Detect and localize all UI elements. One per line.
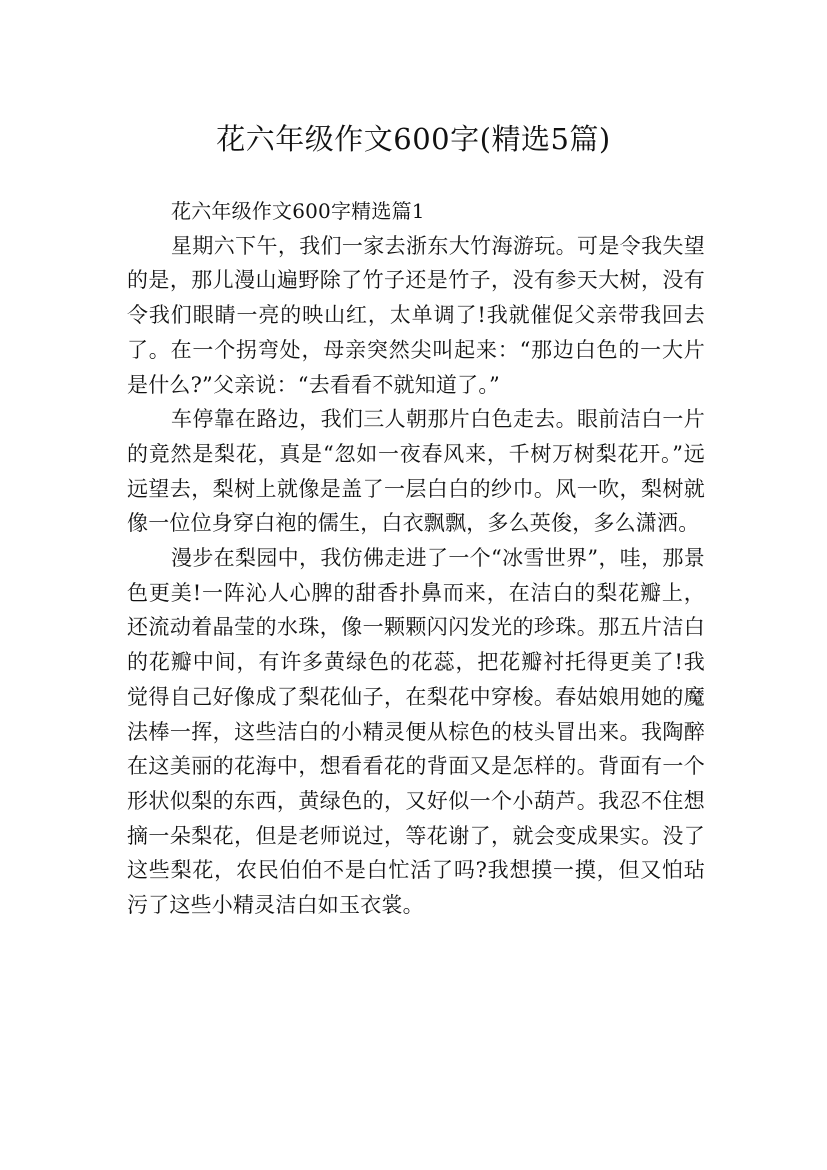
paragraph-3: 漫步在梨园中，我仿佛走进了一个“冰雪世界”，哇，那景色更美!一阵沁人心脾的甜香扑鼻而来，在洁白的梨花瓣上，还流动着晶莹的水珠，像一颗颗闪闪发光的珍珠。那五片洁白的花瓣中间，有许多黄绿色的花蕊，把花瓣衬托得更美了!我觉得自己好像成了梨花仙子，在梨花中穿梭。春姑娘用她的魔法棒一挥，这些洁白的小精灵便从棕色的枝头冒出来。我陶醉在这美丽的花海中，想看看花的背面又是怎样的。背面有一个形状似梨的东西，黄绿色的，又好似一个小葫芦。我忍不住想摘一朵梨花，但是老师说过，等花谢了，就会变成果实。没了这些梨花，农民伯伯不是白忙活了吗?我想摸一摸，但又怕玷污了这些小精灵洁白如玉衣裳。 (127, 546, 705, 918)
document-body (127, 194, 705, 923)
section-heading: 花六年级作文600字精选篇1 (171, 199, 425, 223)
paragraph-1: 星期六下午，我们一家去浙东大竹海游玩。可是令我失望的是，那儿漫山遍野除了竹子还是竹子，没有参天大树，没有令我们眼睛一亮的映山红，太单调了!我就催促父亲带我回去了。在一个拐弯处，母亲突然尖叫起来：“那边白色的一大片是什么?”父亲说：“去看看不就知道了。” (127, 233, 705, 397)
document-title: 花六年级作文600字(精选5篇) (216, 122, 611, 157)
paragraph-2: 车停靠在路边，我们三人朝那片白色走去。眼前洁白一片的竟然是梨花，真是“忽如一夜春风来，千树万树梨花开。”远远望去，梨树上就像是盖了一层白白的纱巾。风一吹，梨树就像一位位身穿白袍的儒生，白衣飘飘，多么英俊，多么潇洒。 (127, 407, 705, 536)
